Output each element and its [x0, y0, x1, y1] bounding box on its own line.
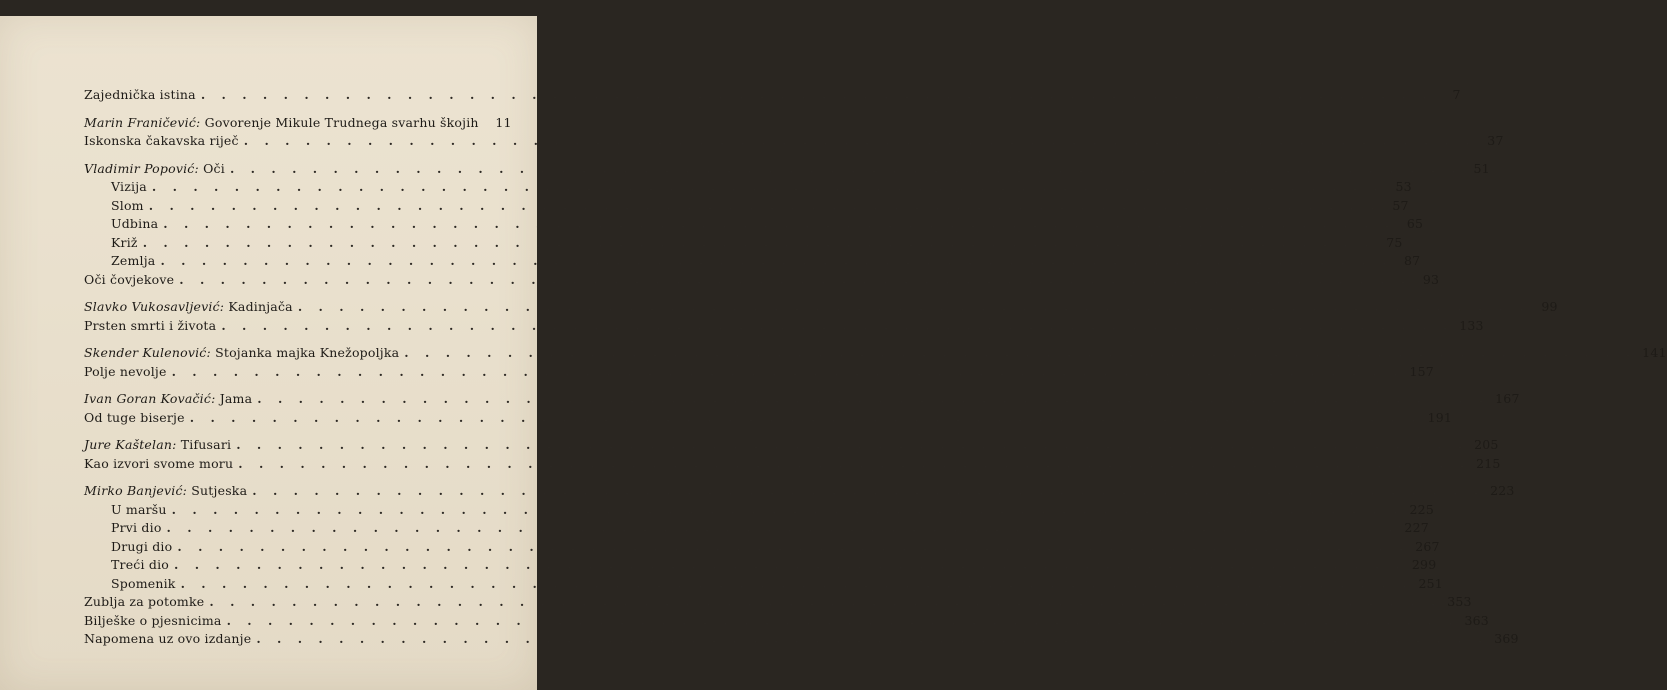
toc-entry-page: 363 — [1464, 612, 1489, 628]
toc-entry-page: 299 — [1411, 557, 1437, 572]
dot-leader: . . . . . . . . . . . . . . . . . . . . . . . . . . . . . . . . . . . . . . . . . . . . . . . . . . . . . . . . . . . . — [180, 575, 1413, 591]
toc-entry — [84, 317, 1484, 336]
dot-leader: . . . . . . . . . . . . . . . . . . . . . . . . . . . . . . . . . . . . . . . . . . . . . . . . . . . . . . . . . . . . — [166, 520, 1399, 535]
toc-entry-page: 37 — [1487, 133, 1504, 148]
toc-entry-title — [111, 215, 158, 234]
toc-entry-label: U maršu — [111, 501, 167, 517]
toc-entry-label: Kao izvori svome moru — [84, 455, 234, 471]
dot-leader: . . . . . . . . . . . . . . . . . . . . . . . . . . . . . . . . . . . . . . . . . . . . . . . . . . . . . . . . . . . . — [252, 483, 1485, 498]
toc-entry — [84, 612, 1489, 631]
book-page — [0, 16, 1667, 690]
toc-entry — [84, 363, 1434, 382]
toc-entry — [84, 575, 1443, 594]
toc-entry-page: 223 — [1490, 483, 1515, 498]
toc-entry-label: Prsten smrti i života — [84, 317, 217, 333]
toc-entry-title — [84, 436, 231, 455]
dot-leader: . . . . . . . . . . . . . . . . . . . . . . . . . . . . . . . . . . . . . . . . . . . . . . . . . . . . . . . . . . . . — [209, 594, 1442, 609]
toc-entry-label: Polje nevolje — [84, 363, 167, 379]
toc-entry-title — [84, 132, 239, 151]
toc-entry-title — [111, 575, 176, 594]
dot-leader: . . . . . . . . . . . . . . . . . . . . . . . . . . . . . . . . . . . . . . . . . . . . . . . . . . . . . . . . . . . . — [163, 216, 1396, 231]
toc-entry-label: Zajednička istina — [84, 87, 196, 102]
toc-entry-title — [111, 234, 138, 253]
toc-entry-page: 205 — [1474, 437, 1499, 452]
toc-entry-label: Križ — [111, 234, 138, 250]
toc-entry-title — [84, 271, 174, 290]
toc-entry-label: Bilješke o pjesnicima — [84, 612, 222, 628]
toc-entry — [84, 234, 1403, 253]
toc-entry-page: 57 — [1392, 197, 1409, 213]
toc-entry-title — [84, 363, 167, 382]
dot-leader: . . . . . . . . . . . . . . . . . . . . . . . . . . . . . . . . . . . . . . . . . . . . . . . . . . . . . . . . . . . . — [221, 317, 1454, 333]
toc-entry-label: Stojanka majka Knežopoljka — [215, 345, 400, 360]
toc-entry — [84, 197, 1409, 216]
toc-entry-label: Udbina — [111, 216, 159, 231]
dot-leader: . . . . . . . . . . . . . . . . . . . . . . . . . . . . . . . . . . . . . . . . . . . . . . . . . . . . . . . . . . . . — [404, 345, 1637, 360]
dot-leader: . . . . . . . . . . . . . . . . . . . . . . . . . . . . . . . . . . . . . . . . . . . . . . . . . . . . . . . . . . . . — [148, 197, 1381, 213]
toc-entry-page: 133 — [1459, 317, 1484, 333]
dot-leader: . . . . . . . . . . . . . . . . . . . . . . . . . . . . . . . . . . . . . . . . . . . . . . . . . . . . . . . . . . . . — [226, 612, 1459, 628]
toc-entry-page: 167 — [1495, 391, 1520, 406]
toc-entry — [84, 271, 1440, 290]
toc-entry-label: Prvi dio — [111, 520, 162, 535]
toc-entry — [84, 593, 1472, 612]
toc-entry-author: Skender Kulenović: — [84, 345, 211, 360]
toc-entry-author: Ivan Goran Kovačić: — [84, 391, 216, 406]
toc-entry-title — [111, 538, 172, 557]
toc-entry-page: 53 — [1395, 179, 1412, 194]
toc-entry-label: Treći dio — [111, 557, 170, 572]
dot-leader: . . . . . . . . . . . . . . . . . . . . . . . . . . . . . . . . . . . . . . . . . . . . . . . . . . . . . . . . . . . . — [151, 179, 1384, 194]
dot-leader: . . . . . . . . . . . . . . . . . . . . . . . . . . . . . . . . . . . . . . . . . . . . . . . . . . . . . . . . . . . . — [256, 631, 1489, 646]
toc-entry-page: 141 — [1642, 345, 1667, 360]
toc-entry-title — [111, 197, 144, 216]
toc-entry-page: 353 — [1447, 594, 1472, 609]
toc-entry-page: 51 — [1473, 160, 1490, 176]
toc-entry — [84, 409, 1453, 428]
toc-entry-page: 93 — [1422, 271, 1440, 287]
toc-entry-page: 251 — [1418, 575, 1443, 591]
toc-entry-author: Jure Kaštelan: — [84, 437, 177, 452]
toc-entry-page: 7 — [1452, 87, 1461, 102]
toc-entry — [84, 215, 1424, 234]
toc-entry-label: Govorenje Mikule Trudnega svarhu škojih — [204, 114, 479, 130]
toc-entry-title — [111, 519, 162, 538]
toc-entry-title — [84, 482, 247, 501]
toc-entry-label: Drugi dio — [111, 538, 173, 554]
toc-entry — [84, 160, 1490, 179]
toc-entry-page: 267 — [1415, 538, 1440, 554]
toc-entry — [84, 114, 512, 133]
toc-entry — [84, 298, 1558, 317]
toc-entry-page: 99 — [1541, 299, 1558, 314]
toc-entry — [84, 455, 1501, 474]
toc-entry — [84, 630, 1519, 649]
toc-entry-label: Slom — [111, 197, 144, 213]
dot-leader: . . . . . . . . . . . . . . . . . . . . . . . . . . . . . . . . . . . . . . . . . . . . . . . . . . . . . . . . . . . . — [243, 133, 1476, 148]
toc-entry-title — [84, 390, 252, 409]
toc-entry-title — [84, 612, 222, 631]
toc-entry-label: Tifusari — [180, 437, 232, 452]
dot-leader: . . . . . . . . . . . . . . . . . . . . . . . . . . . . . . . . . . . . . . . . . . . . . . . . . . . . . . . . . . . . — [200, 87, 1433, 102]
dot-leader: . . . . . . . . . . . . . . . . . . . . . . . . . . . . . . . . . . . . . . . . . . . . . . . . . . . . . . . . . . . . — [189, 409, 1422, 425]
dot-leader: . . . . . . . . . . . . . . . . . . . . . . . . . . . . . . . . . . . . . . . . . . . . . . . . . . . . . . . . . . . . — [179, 271, 1412, 287]
toc-entry-page: 369 — [1494, 631, 1519, 646]
toc-entry — [84, 252, 1421, 271]
dot-leader: . . . . . . . . . . . . . . . . . . . . . . . . . . . . . . . . . . . . . . . . . . . . . . . . . . . . . . . . . . . . — [171, 363, 1404, 379]
toc-entry-title — [84, 630, 251, 649]
dot-leader: . . . . . . . . . . . . . . . . . . . . . . . . . . . . . . . . . . . . . . . . . . . . . . . . . . . . . . . . . . . . — [236, 437, 1469, 452]
toc-entry-label: Napomena uz ovo izdanje — [84, 631, 252, 646]
dot-leader: . . . . . . . . . . . . . . . . . . . . . . . . . . . . . . . . . . . . . . . . . . . . . . . . . . . . . . . . . . . . — [238, 455, 1471, 471]
toc-entry — [84, 501, 1434, 520]
dot-leader: . . . . . . . . . . . . . . . . . . . . . . . . . . . . . . . . . . . . . . . . . . . . . . . . . . . . . . . . . . . . — [174, 557, 1406, 572]
toc-entry-label: Iskonska čakavska riječ — [84, 133, 239, 148]
toc-entry-page: 65 — [1406, 216, 1424, 231]
dot-leader: . . . . . . . . . . . . . . . . . . . . . . . . . . . . . . . . . . . . . . . . . . . . . . . . . . . . . . . . . . . . — [229, 160, 1462, 176]
toc-entry — [84, 390, 1520, 409]
toc-entry-author: Mirko Banjević: — [84, 483, 188, 498]
toc-entry — [84, 519, 1429, 538]
toc-entry-label: Oči čovjekove — [84, 271, 175, 287]
toc-entry-label: Spomenik — [111, 575, 176, 591]
toc-entry — [84, 436, 1499, 455]
toc-entry — [84, 344, 1667, 363]
toc-entry-author: Marin Franičević: — [84, 114, 201, 130]
toc-entry-title — [84, 114, 479, 133]
toc-entry-label: Oči — [203, 160, 225, 176]
toc-entry-title — [84, 344, 399, 363]
toc-entry-page: 191 — [1427, 409, 1453, 425]
toc-entry-title — [84, 86, 196, 105]
toc-entry-title — [111, 501, 167, 520]
toc-entry-title — [84, 317, 216, 336]
toc-entry-page: 11 — [495, 114, 512, 130]
toc-entry-title — [84, 455, 233, 474]
toc-entry-author: Slavko Vukosavljević: — [84, 299, 225, 314]
toc-entry-author: Vladimir Popović: — [84, 160, 199, 176]
toc-entry-label: Zublja za potomke — [84, 594, 205, 609]
toc-entry-label: Zemlja — [111, 253, 156, 268]
toc-entry-page: 75 — [1386, 234, 1403, 250]
toc-entry-page: 87 — [1404, 253, 1421, 268]
dot-leader: . . . . . . . . . . . . . . . . . . . . . . . . . . . . . . . . . . . . . . . . . . . . . . . . . . . . . . . . . . . . — [257, 391, 1490, 406]
toc-entry-label: Vizija — [111, 179, 147, 194]
dot-leader: . . . . . . . . . . . . . . . . . . . . . . . . . . . . . . . . . . . . . . . . . . . . . . . . . . . . . . . . . . . . — [297, 299, 1530, 314]
toc-entry-title — [84, 593, 204, 612]
toc-entry-label: Jama — [219, 391, 253, 406]
toc-entry-label: Od tuge biserje — [84, 409, 185, 425]
dot-leader: . . . . . . . . . . . . . . . . . . . . . . . . . . . . . . . . . . . . . . . . . . . . . . . . . . . . . . . . . . . . — [142, 234, 1375, 250]
toc-entry — [84, 86, 1461, 105]
table-of-contents — [84, 86, 1667, 649]
dot-leader: . . . . . . . . . . . . . . . . . . . . . . . . . . . . . . . . . . . . . . . . . . . . . . . . . . . . . . . . . . . . — [160, 253, 1393, 268]
toc-entry-title — [84, 160, 225, 179]
toc-entry-title — [84, 298, 293, 317]
toc-entry — [84, 132, 1504, 151]
toc-entry-title — [84, 409, 185, 428]
toc-entry — [84, 482, 1515, 501]
dot-leader: . . . . . . . . . . . . . . . . . . . . . . . . . . . . . . . . . . . . . . . . . . . . . . . . . . . . . . . . . . . . — [171, 501, 1404, 517]
toc-entry-label: Kadinjača — [228, 299, 293, 314]
toc-entry — [84, 556, 1437, 575]
dot-leader: . . . . . . . . . . . . . . . . . . . . . . . . . . . . . . . . . . . . . . . . . . . . . . . . . . . . . . . . . . . . — [177, 538, 1410, 554]
toc-entry-page: 227 — [1404, 520, 1429, 535]
toc-entry-title — [111, 178, 147, 197]
toc-entry-title — [111, 252, 155, 271]
toc-entry-title — [111, 556, 169, 575]
toc-entry-page: 157 — [1409, 363, 1434, 379]
toc-entry — [84, 538, 1440, 557]
toc-entry-page: 215 — [1476, 455, 1501, 471]
toc-entry-label: Sutjeska — [191, 483, 248, 498]
toc-entry-page: 225 — [1409, 501, 1434, 517]
toc-entry — [84, 178, 1412, 197]
